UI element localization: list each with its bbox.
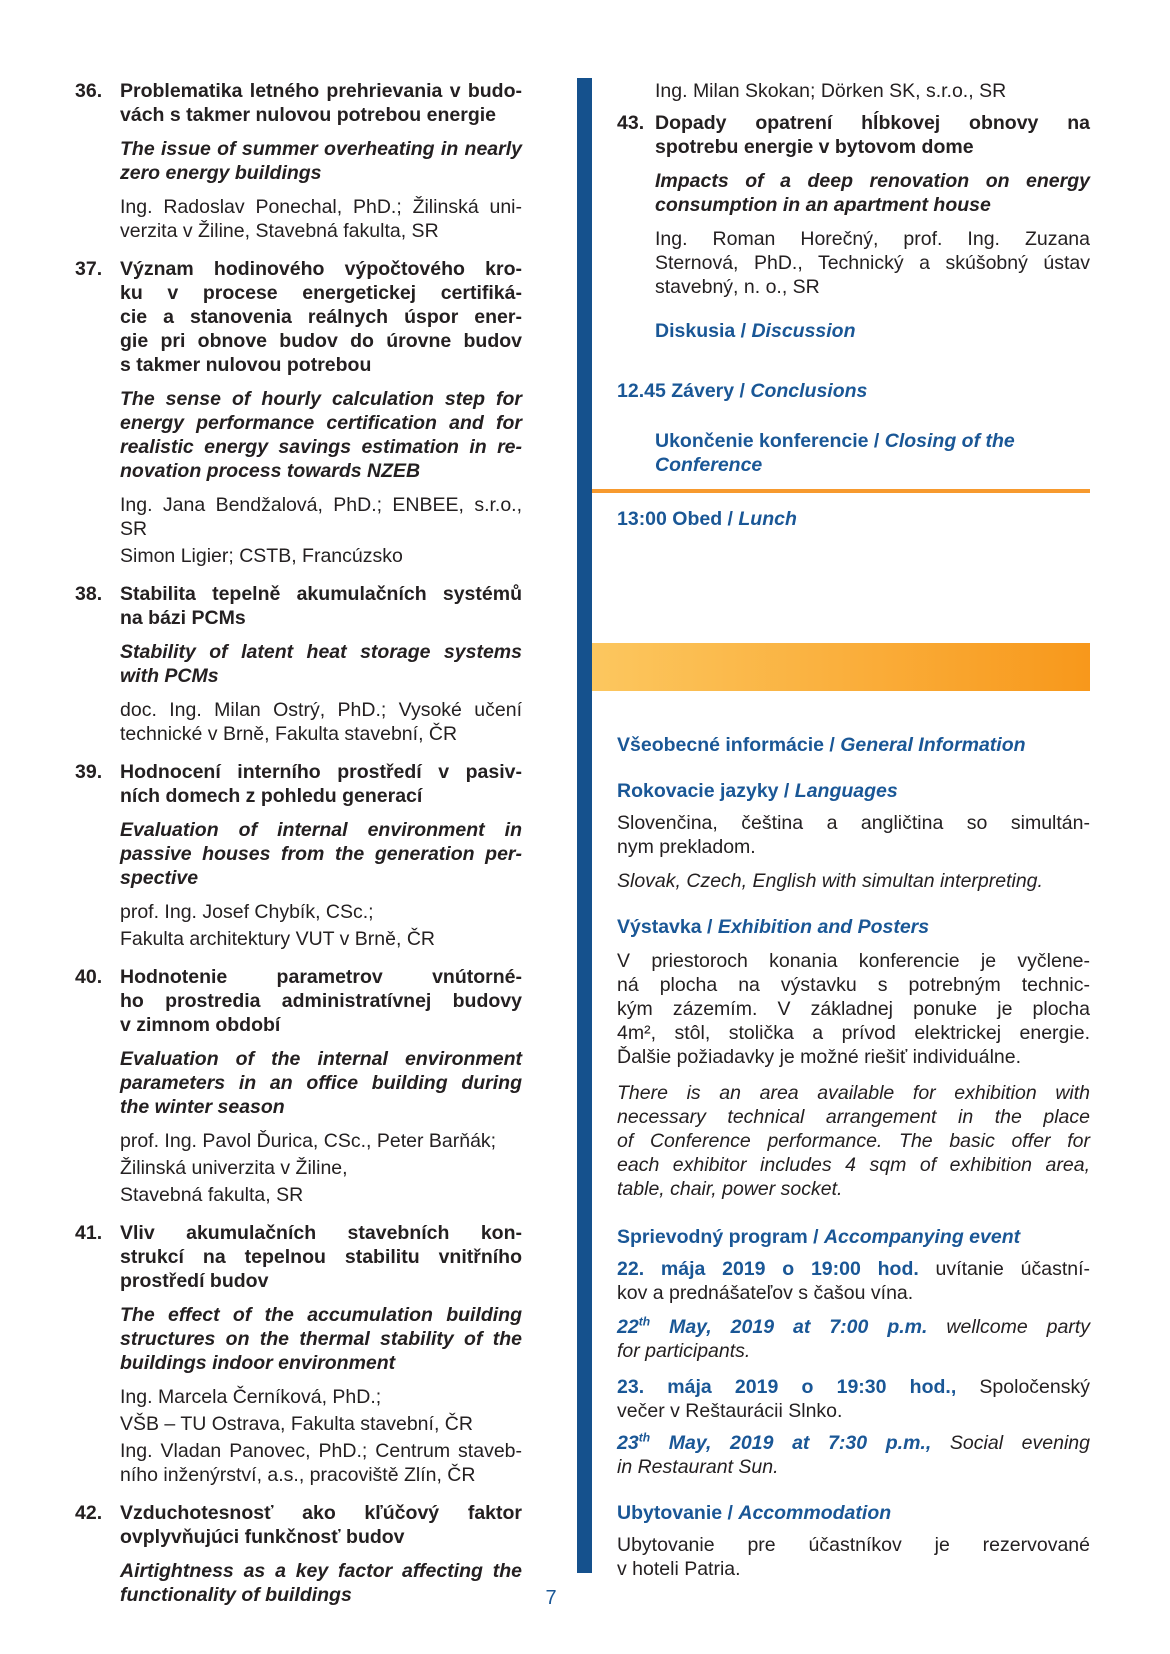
item-title-sk bbox=[655, 111, 1090, 159]
text-line bbox=[655, 319, 1090, 343]
author-entry bbox=[120, 698, 522, 746]
program-item bbox=[75, 79, 522, 243]
item-content bbox=[655, 111, 1090, 299]
text-line: Dopady opatrení hĺbkovej obnovy na bbox=[655, 112, 1090, 134]
text-line: verzita v Žiline, Stavebná fakulta, SR bbox=[120, 220, 439, 242]
program-item bbox=[75, 965, 522, 1207]
item-title-en bbox=[655, 169, 1090, 217]
text-line: spective bbox=[120, 867, 199, 889]
text-line: passive houses from the generation per- bbox=[120, 843, 522, 865]
item-title-sk bbox=[120, 760, 522, 808]
text-line: prof. Ing. Josef Chybík, CSc.; bbox=[120, 901, 374, 923]
author-entry bbox=[120, 493, 522, 541]
text-line: ních domech z pohledu generací bbox=[120, 785, 423, 807]
program-item bbox=[75, 1221, 522, 1487]
text-segment: 23. mája 2019 o 19:30 hod., bbox=[617, 1376, 957, 1398]
text-line: prof. Ing. Pavol Ďurica, CSc., Peter Barňák; bbox=[120, 1130, 497, 1152]
program-item bbox=[75, 257, 522, 568]
heading-closing bbox=[617, 429, 1090, 477]
item-authors bbox=[120, 493, 522, 568]
item-title-sk bbox=[120, 965, 522, 1037]
heading-lunch bbox=[617, 507, 1090, 531]
item-authors bbox=[120, 698, 522, 746]
text-line: Fakulta architektury VUT v Brně, ČR bbox=[120, 928, 435, 950]
text-line: The sense of hourly calculation step for bbox=[120, 388, 522, 410]
text-line: na bázi PCMs bbox=[120, 607, 246, 629]
text-line: technické v Brně, Fakulta stavební, ČR bbox=[120, 723, 458, 745]
text-segment: wellcome party bbox=[927, 1316, 1090, 1338]
heading-discussion bbox=[617, 319, 1090, 343]
item-title-sk bbox=[120, 79, 522, 127]
event-1-sk bbox=[617, 1257, 1090, 1305]
item-content bbox=[120, 965, 522, 1207]
text-segment: th bbox=[638, 1430, 651, 1445]
item-title-sk bbox=[120, 1501, 522, 1549]
text-line bbox=[617, 1225, 1090, 1249]
item-authors bbox=[655, 227, 1090, 299]
author-entry bbox=[120, 1129, 522, 1153]
item-content bbox=[120, 79, 522, 243]
text-line: Evaluation of the internal environment bbox=[120, 1048, 522, 1070]
text-line bbox=[617, 379, 1090, 403]
text-line: The issue of summer overheating in nearly bbox=[120, 138, 522, 160]
text-segment: Accommodation bbox=[738, 1502, 892, 1524]
item-title-en bbox=[120, 137, 522, 185]
text-segment: 12.45 Závery / bbox=[617, 380, 751, 402]
page-number: 7 bbox=[545, 1587, 557, 1609]
item-title-sk bbox=[120, 257, 522, 377]
text-line: stavebný, n. o., SR bbox=[655, 276, 820, 298]
item-title-en bbox=[120, 387, 522, 483]
heading-exhibition bbox=[617, 915, 1090, 939]
text-segment: th bbox=[638, 1314, 651, 1329]
text-line: ku v procese energetickej certifiká- bbox=[120, 282, 522, 304]
text-segment: Accompanying event bbox=[823, 1226, 1021, 1248]
item-number: 41. bbox=[75, 1222, 103, 1244]
text-line: strukcí na tepelnou stabilitu vnitřního bbox=[120, 1246, 522, 1268]
item-content bbox=[120, 257, 522, 568]
item-title-sk bbox=[120, 582, 522, 630]
item-title-en bbox=[120, 1559, 522, 1607]
author-entry bbox=[617, 79, 1090, 103]
text-line: gie pri obnove budov do úrovne budov bbox=[120, 330, 522, 352]
event-2-en bbox=[617, 1431, 1090, 1479]
item-number: 42. bbox=[75, 1502, 103, 1524]
heading-languages bbox=[617, 779, 1090, 803]
text-line: in Restaurant Sun. bbox=[617, 1456, 779, 1478]
item-number: 36. bbox=[75, 80, 103, 102]
text-segment: Closing of the bbox=[884, 430, 1015, 452]
author-entry bbox=[120, 544, 522, 568]
text-line: doc. Ing. Milan Ostrý, PhD.; Vysoké učení bbox=[120, 699, 522, 721]
text-line: Ubytovanie pre účastníkov je rezervované bbox=[617, 1534, 1090, 1556]
event-2-sk bbox=[617, 1375, 1090, 1423]
text-segment: Ubytovanie / bbox=[617, 1502, 739, 1524]
text-line: Slovenčina, čeština a angličtina so simultán- bbox=[617, 812, 1090, 834]
text-line: Stability of latent heat storage systems bbox=[120, 641, 522, 663]
text-line: Ing. Roman Horečný, prof. Ing. Zuzana bbox=[655, 228, 1090, 250]
text-line: večer v Reštaurácii Slnko. bbox=[617, 1400, 843, 1422]
text-line bbox=[617, 1501, 1090, 1525]
text-line: table, chair, power socket. bbox=[617, 1178, 843, 1200]
item-content bbox=[120, 1501, 522, 1607]
text-segment: Spoločenský bbox=[956, 1376, 1090, 1398]
heading-accommodation bbox=[617, 1501, 1090, 1525]
exhibition-text-sk bbox=[617, 949, 1090, 1069]
text-line: Ďalšie požiadavky je možné riešiť individuálne. bbox=[617, 1046, 1022, 1068]
item-number: 43. bbox=[617, 112, 645, 134]
event-1-en bbox=[617, 1315, 1090, 1363]
orange-rule bbox=[592, 489, 1090, 493]
text-segment: Discussion bbox=[751, 320, 856, 342]
heading-general-information bbox=[617, 733, 1090, 757]
text-segment: 22 bbox=[617, 1316, 639, 1338]
program-item bbox=[617, 111, 1090, 299]
author-entry bbox=[120, 927, 522, 951]
item-authors bbox=[120, 1129, 522, 1207]
text-segment: Conclusions bbox=[750, 380, 868, 402]
text-line: structures on the thermal stability of the bbox=[120, 1328, 522, 1350]
text-line: VŠB – TU Ostrava, Fakulta stavební, ČR bbox=[120, 1413, 473, 1435]
text-line: Hodnocení interního prostředí v pasiv- bbox=[120, 761, 522, 783]
text-line bbox=[617, 1315, 1090, 1339]
item-title-en bbox=[120, 640, 522, 688]
text-line: Význam hodinového výpočtového kro- bbox=[120, 258, 522, 280]
text-line: Slovak, Czech, English with simultan interpreting. bbox=[617, 870, 1043, 892]
text-segment: Všeobecné informácie / bbox=[617, 734, 841, 756]
text-line: for participants. bbox=[617, 1340, 751, 1362]
text-line: buildings indoor environment bbox=[120, 1352, 396, 1374]
text-line: vách s takmer nulovou potrebou energie bbox=[120, 104, 497, 126]
text-segment: May, 2019 at 7:30 p.m., bbox=[650, 1432, 932, 1454]
item-title-en bbox=[120, 1303, 522, 1375]
program-item bbox=[75, 582, 522, 746]
text-segment: General Information bbox=[840, 734, 1026, 756]
text-line: with PCMs bbox=[120, 665, 219, 687]
column-divider-bar bbox=[577, 78, 592, 1573]
text-line: Ing. Radoslav Ponechal, PhD.; Žilinská uni- bbox=[120, 196, 522, 218]
left-column bbox=[75, 79, 522, 1607]
text-line: cie a stanovenia reálnych úspor ener- bbox=[120, 306, 522, 328]
text-line: ovplyvňujúci funkčnosť budov bbox=[120, 1526, 405, 1548]
exhibition-text-en bbox=[617, 1081, 1090, 1201]
program-item bbox=[75, 1501, 522, 1607]
text-line: ního inženýrství, a.s., pracoviště Zlín, ČR bbox=[120, 1464, 476, 1486]
text-line: the winter season bbox=[120, 1096, 285, 1118]
text-line: Ing. Marcela Černíková, PhD.; bbox=[120, 1386, 382, 1408]
item-title-en bbox=[120, 818, 522, 890]
item-content bbox=[120, 1221, 522, 1487]
text-line: novation process towards NZEB bbox=[120, 460, 421, 482]
text-line: Stabilita tepelně akumulačních systémů bbox=[120, 583, 522, 605]
text-segment: Ukončenie konferencie / bbox=[655, 430, 885, 452]
text-segment: 22. mája 2019 o 19:00 hod. bbox=[617, 1258, 919, 1280]
orange-gradient-band bbox=[592, 643, 1090, 691]
text-line: The effect of the accumulation building bbox=[120, 1304, 522, 1326]
text-line: There is an area available for exhibition with bbox=[617, 1082, 1090, 1104]
text-segment: Lunch bbox=[738, 508, 797, 530]
text-segment: May, 2019 at 7:00 p.m. bbox=[650, 1316, 928, 1338]
text-line: functionality of buildings bbox=[120, 1584, 352, 1606]
text-line: consumption in an apartment house bbox=[655, 194, 991, 216]
text-line: Ing. Milan Skokan; Dörken SK, s.r.o., SR bbox=[655, 80, 1007, 102]
text-line: 4m², stôl, stolička a prívod elektrickej energie. bbox=[617, 1022, 1090, 1044]
text-line bbox=[617, 507, 1090, 531]
text-segment: 13:00 Obed / bbox=[617, 508, 739, 530]
author-entry bbox=[120, 1385, 522, 1409]
text-line bbox=[617, 733, 1090, 757]
text-segment: Languages bbox=[794, 780, 898, 802]
text-segment: Exhibition and Posters bbox=[717, 916, 930, 938]
text-line: Žilinská univerzita v Žiline, bbox=[120, 1157, 348, 1179]
text-line: Ing. Jana Bendžalová, PhD.; ENBEE, s.r.o., SR bbox=[120, 494, 522, 540]
languages-text-en bbox=[617, 869, 1090, 893]
item-authors bbox=[120, 195, 522, 243]
text-line: ho prostredia administratívnej budovy bbox=[120, 990, 522, 1012]
text-line bbox=[617, 779, 1090, 803]
text-line bbox=[617, 1257, 1090, 1281]
text-line: ná plocha na výstavku s potrebným technic- bbox=[617, 974, 1090, 996]
text-line: Simon Ligier; CSTB, Francúzsko bbox=[120, 545, 403, 567]
program-item bbox=[75, 760, 522, 951]
item-authors bbox=[120, 900, 522, 951]
text-line: Hodnotenie parametrov vnútorné- bbox=[120, 966, 522, 988]
text-line: Vliv akumulačních stavebních kon- bbox=[120, 1222, 522, 1244]
text-line: Evaluation of internal environment in bbox=[120, 819, 522, 841]
text-line: Airtightness as a key factor affecting the bbox=[120, 1560, 522, 1582]
text-line bbox=[617, 1431, 1090, 1455]
text-segment: Výstavka / bbox=[617, 916, 718, 938]
text-line: nym prekladom. bbox=[617, 836, 756, 858]
text-segment: Conference bbox=[655, 454, 763, 476]
text-line: kov a prednášateľov s čašou vína. bbox=[617, 1282, 914, 1304]
heading-conclusions bbox=[617, 379, 1090, 403]
text-segment: Rokovacie jazyky / bbox=[617, 780, 795, 802]
author-entry bbox=[120, 1183, 522, 1207]
author-entry bbox=[655, 227, 1090, 299]
text-line: necessary technical arrangement in the place bbox=[617, 1106, 1090, 1128]
item-number: 39. bbox=[75, 761, 103, 783]
text-line: energy performance certification and for bbox=[120, 412, 522, 434]
author-entry bbox=[120, 1412, 522, 1436]
text-line: v hoteli Patria. bbox=[617, 1558, 741, 1580]
text-line: Stavebná fakulta, SR bbox=[120, 1184, 304, 1206]
item-number: 37. bbox=[75, 258, 103, 280]
item-number: 40. bbox=[75, 966, 103, 988]
author-entry bbox=[120, 1156, 522, 1180]
text-line: zero energy buildings bbox=[120, 162, 322, 184]
text-line: realistic energy savings estimation in re- bbox=[120, 436, 522, 458]
text-line: Problematika letného prehrievania v budo- bbox=[120, 80, 522, 102]
text-segment: Diskusia / bbox=[655, 320, 752, 342]
text-line: kým zázemím. V základnej ponuke je plocha bbox=[617, 998, 1090, 1020]
text-segment: uvítanie účastní- bbox=[918, 1258, 1091, 1280]
text-segment: 23 bbox=[617, 1432, 639, 1454]
text-line: prostředí budov bbox=[120, 1270, 269, 1292]
languages-text-sk bbox=[617, 811, 1090, 859]
text-line: v zimnom období bbox=[120, 1014, 281, 1036]
item-title-sk bbox=[120, 1221, 522, 1293]
text-line: Ing. Vladan Panovec, PhD.; Centrum staveb- bbox=[120, 1440, 522, 1462]
author-entry bbox=[120, 1439, 522, 1487]
author-entry bbox=[120, 195, 522, 243]
text-line: Sternová, PhD., Technický a skúšobný ústav bbox=[655, 252, 1090, 274]
text-line: Vzduchotesnosť ako kľúčový faktor bbox=[120, 1502, 522, 1524]
text-line: V priestoroch konania konferencie je vyčlene- bbox=[617, 950, 1090, 972]
text-line bbox=[655, 429, 1090, 453]
text-line bbox=[655, 453, 1090, 477]
item-title-en bbox=[120, 1047, 522, 1119]
text-line: Impacts of a deep renovation on energy bbox=[655, 170, 1090, 192]
right-column bbox=[617, 79, 1090, 1581]
text-segment: Sprievodný program / bbox=[617, 1226, 824, 1248]
heading-accompanying-event bbox=[617, 1225, 1090, 1249]
text-line: each exhibitor includes 4 sqm of exhibition area, bbox=[617, 1154, 1090, 1176]
text-line bbox=[617, 915, 1090, 939]
text-line: spotrebu energie v bytovom dome bbox=[655, 136, 974, 158]
item-number: 38. bbox=[75, 583, 103, 605]
item-content bbox=[120, 582, 522, 746]
author-entry bbox=[120, 900, 522, 924]
text-line: of Conference performance. The basic offer for bbox=[617, 1130, 1090, 1152]
text-line: parameters in an office building during bbox=[120, 1072, 522, 1094]
text-segment: Social evening bbox=[931, 1432, 1090, 1454]
accommodation-text bbox=[617, 1533, 1090, 1581]
text-line bbox=[617, 1375, 1090, 1399]
text-line: s takmer nulovou potrebou bbox=[120, 354, 372, 376]
item-content bbox=[120, 760, 522, 951]
item-authors bbox=[120, 1385, 522, 1487]
